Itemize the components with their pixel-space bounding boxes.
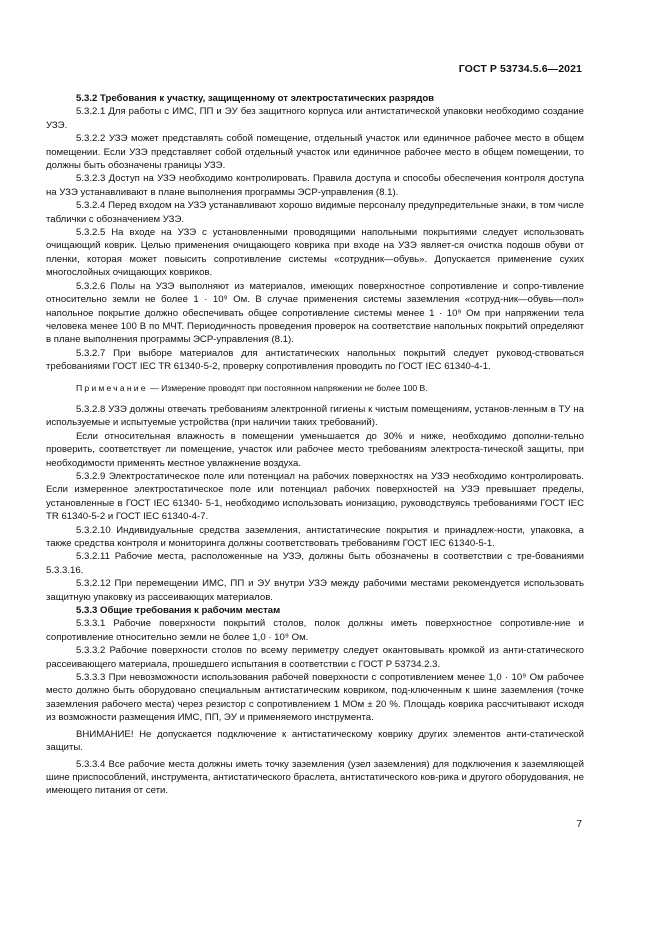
section-heading-5-3-2: 5.3.2 Требования к участку, защищенному от электростатических разрядов [76, 93, 435, 104]
paragraph-5-3-2-12: 5.3.2.12 При перемещении ИМС, ПП и ЭУ внутри УЗЭ между рабочими местами рекомендуется использовать защитную упаковку из рассеивающих материалов. [46, 578, 584, 603]
paragraph-5-3-2-10: 5.3.2.10 Индивидуальные средства заземления, антистатические покрытия и принадлеж-ности, упаковка, а также средства контроля и мониторинга должны соответствовать требованиям ГОСТ IEC 61340-5-1. [46, 524, 584, 549]
paragraph-5-3-2-8-humidity: Если относительная влажность в помещении уменьшается до 30% и ниже, необходимо дополни-тельно проверить, соответствует ли помещение, участок или рабочее место требованиям электроста-тической защиты, при необходимости применять местное увлажнение воздуха. [46, 430, 584, 469]
paragraph-5-3-3-2: 5.3.3.2 Рабочие поверхности столов по всему периметру следует окантовывать кромкой из анти-статического рассеивающего материала, прошедшего испытания в соответствии с ГОСТ Р 53734.2.3. [46, 645, 584, 670]
paragraph-5-3-2-4: 5.3.2.4 Перед входом на УЗЭ устанавливают хорошо видимые персоналу предупредительные знаки, в том числе таблички с обозначением УЗЭ. [46, 200, 584, 225]
paragraph-5-3-2-2: 5.3.2.2 УЗЭ может представлять собой помещение, отдельный участок или единичное рабочее место в общем помещении. Если УЗЭ представляет собой отдельный участок или единичное рабочее место в общем помещении, то должны быть обозначены границы УЗЭ. [46, 133, 584, 172]
paragraph-5-3-3-1: 5.3.3.1 Рабочие поверхности покрытий столов, полок должны иметь поверхностное сопротивле-ние и сопротивление относительно земли не более 1,0 · 10⁹ Ом. [46, 618, 584, 643]
document-body [46, 92, 584, 798]
paragraph-5-3-2-1: 5.3.2.1 Для работы с ИМС, ПП и ЭУ без защитного корпуса или антистатической упаковки необходимо создание УЗЭ. [46, 106, 584, 131]
paragraph-5-3-2-8: 5.3.2.8 УЗЭ должны отвечать требованиям электронной гигиены к чистым помещениям, установ-ленным в ТУ на используемые и испытуемые устройства (при наличии таких требований). [46, 403, 584, 429]
paragraph-5-3-3-4: 5.3.3.4 Все рабочие места должны иметь точку заземления (узел заземления) для подключения к заземляющей шине приспособлений, инструмента, антистатического браслета, антистатического ков-рика и другого оборудования, не имеющего питания от сети. [46, 758, 584, 797]
note [46, 382, 584, 395]
paragraph-5-3-2-7: 5.3.2.7 При выборе материалов для антистатических напольных покрытий следует руковод-ствоваться требованиями ГОСТ IEC TR 61340-5-2, проверку сопротивления проводить по ГОСТ IEC 61340-4-1. [46, 347, 584, 373]
note-text: — Измерение проводят при постоянном напряжении не более 100 В. [147, 382, 428, 393]
page-number: 7 [576, 819, 582, 830]
section-heading-5-3-3: 5.3.3 Общие требования к рабочим местам [76, 605, 281, 617]
document-header: ГОСТ Р 53734.5.6—2021 [458, 63, 582, 75]
note-label: Примечание [76, 382, 148, 393]
paragraph-5-3-2-3: 5.3.2.3 Доступ на УЗЭ необходимо контролировать. Правила доступа и способы обеспечения контроля доступа на УЗЭ устанавливают в плане выполнения программы ЭСР-управления (8.1). [46, 173, 584, 198]
warning-paragraph: ВНИМАНИЕ! Не допускается подключение к антистатическому коврику других элементов анти-статической защиты. [46, 728, 584, 754]
paragraph-5-3-3-3: 5.3.3.3 При невозможности использования рабочей поверхности с сопротивлением менее 1,0 · 10⁹ Ом рабочее место должно быть оборудовано специальным антистатическим ковриком, под-ключенным к шине заземления (точке заземления рабочего места) через резистор с сопротивлением 1 МОм ± 20 %. Площадь коврика рассчитывают исходя из возможности размещения ИМС, ПП, ЭУ и применяемого инструмента. [46, 672, 584, 724]
paragraph-5-3-2-9: 5.3.2.9 Электростатическое поле или потенциал на рабочих поверхностях на УЗЭ необходимо контролировать. Если измеренное электростатическое поле или потенциал рабочих поверхностей на УЗЭ превышает пределы, установленные в ГОСТ IEC 61340- 5-1, необходимо использовать ионизацию, руководствуясь требованиями ГОСТ IEC TR 61340-5-2 и ГОСТ IEC 61340-4-7. [46, 470, 584, 523]
paragraph-5-3-2-5: 5.3.2.5 На входе на УЗЭ с установленными проводящими напольными покрытиями следует использовать очищающий коврик. Целью применения очищающего коврика при входе на УЗЭ являет-ся очистка подошв обуви от пленки, которая может повысить сопротивление системы «сотрудник—обувь». Допускается применение сухих многослойных очищающих ковриков. [46, 227, 584, 279]
paragraph-5-3-2-6: 5.3.2.6 Полы на УЗЭ выполняют из материалов, имеющих поверхностное сопротивление и сопро-тивление относительно земли не более 1 · 10⁹ Ом. В случае применения системы заземления «сотруд-ник—обувь—пол» напольное покрытие должно обеспечивать общее сопротивление системы менее 1 · 10⁹ Ом при напряжении тела человека менее 100 В по МЧТ. Периодичность проведения проверок на соответствие напольных покрытий определяют в плане выполнения программы ЭСР-управления (8.1). [46, 280, 584, 346]
paragraph-5-3-2-11: 5.3.2.11 Рабочие места, расположенные на УЗЭ, должны быть обозначены в соответствии с тре-бованиями 5.3.3.16. [46, 551, 584, 576]
